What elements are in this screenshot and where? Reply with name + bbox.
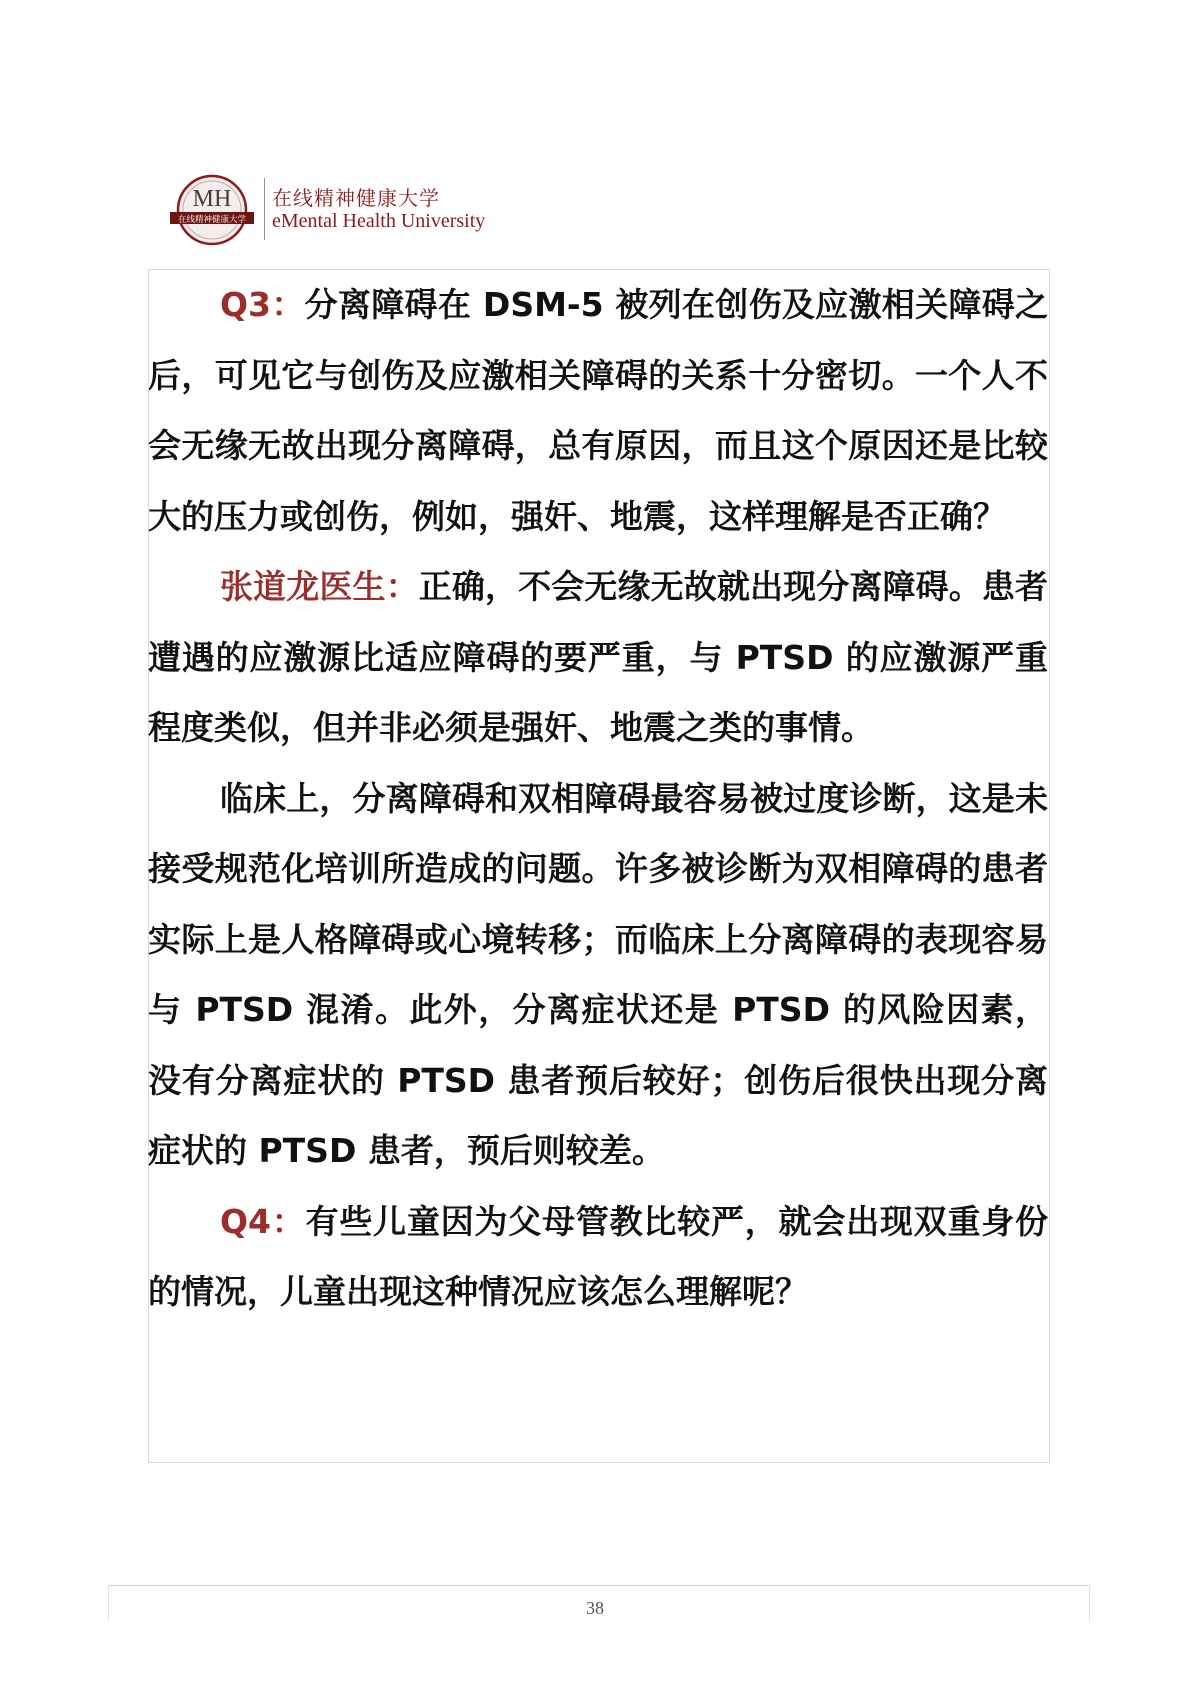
paragraph-text: 有些儿童因为父母管教比较严，就会出现双重身份的情况，儿童出现这种情况应该怎么理解呢？ <box>148 1201 1049 1311</box>
body-paragraph <box>148 764 1048 1187</box>
page-number: 38 <box>586 1598 604 1618</box>
footer-rule <box>108 1585 1090 1586</box>
logo-letters: MH <box>192 186 232 212</box>
logo-divider <box>264 178 265 240</box>
logo-english-name: eMental Health University <box>272 210 486 232</box>
paragraph-text: 正确，不会无缘无故就出现分离障碍。患者遭遇的应激源比适应障碍的要严重，与 PTSD 的应激源严重程度类似，但并非必须是强奸、地震之类的事情。 <box>148 567 1048 747</box>
question-label: Q3： <box>220 285 305 324</box>
logo-band-text: 在线精神健康大学 <box>177 215 247 225</box>
logo <box>170 172 510 248</box>
content-body <box>148 270 1048 1328</box>
speaker-label: 张道龙医生： <box>220 567 419 606</box>
mh-seal-icon <box>170 172 254 248</box>
paragraph-text: 分离障碍在 DSM-5 被列在创伤及应激相关障碍之后，可见它与创伤及应激相关障碍的关系十分密切。一个人不会无缘无故出现分离障碍，总有原因，而且这个原因还是比较大的压力或创伤，例如，强奸、地震，这样理解是否正确？ <box>148 285 1048 536</box>
question-paragraph-q4 <box>148 1187 1048 1328</box>
question-paragraph-q3 <box>148 270 1048 552</box>
paragraph-text: 临床上，分离障碍和双相障碍最容易被过度诊断，这是未接受规范化培训所造成的问题。许多被诊断为双相障碍的患者实际上是人格障碍或心境转移；而临床上分离障碍的表现容易与 PTSD 混淆。此外，分离症状还是 PTSD 的风险因素，没有分离症状的 PTSD 患者预后较好；创伤后很快出现分离症状的 PTSD 患者，预后则较差。 <box>148 778 1048 1170</box>
question-label: Q4： <box>220 1201 306 1241</box>
logo-chinese-name: 在线精神健康大学 <box>272 186 440 210</box>
answer-paragraph <box>148 552 1048 764</box>
